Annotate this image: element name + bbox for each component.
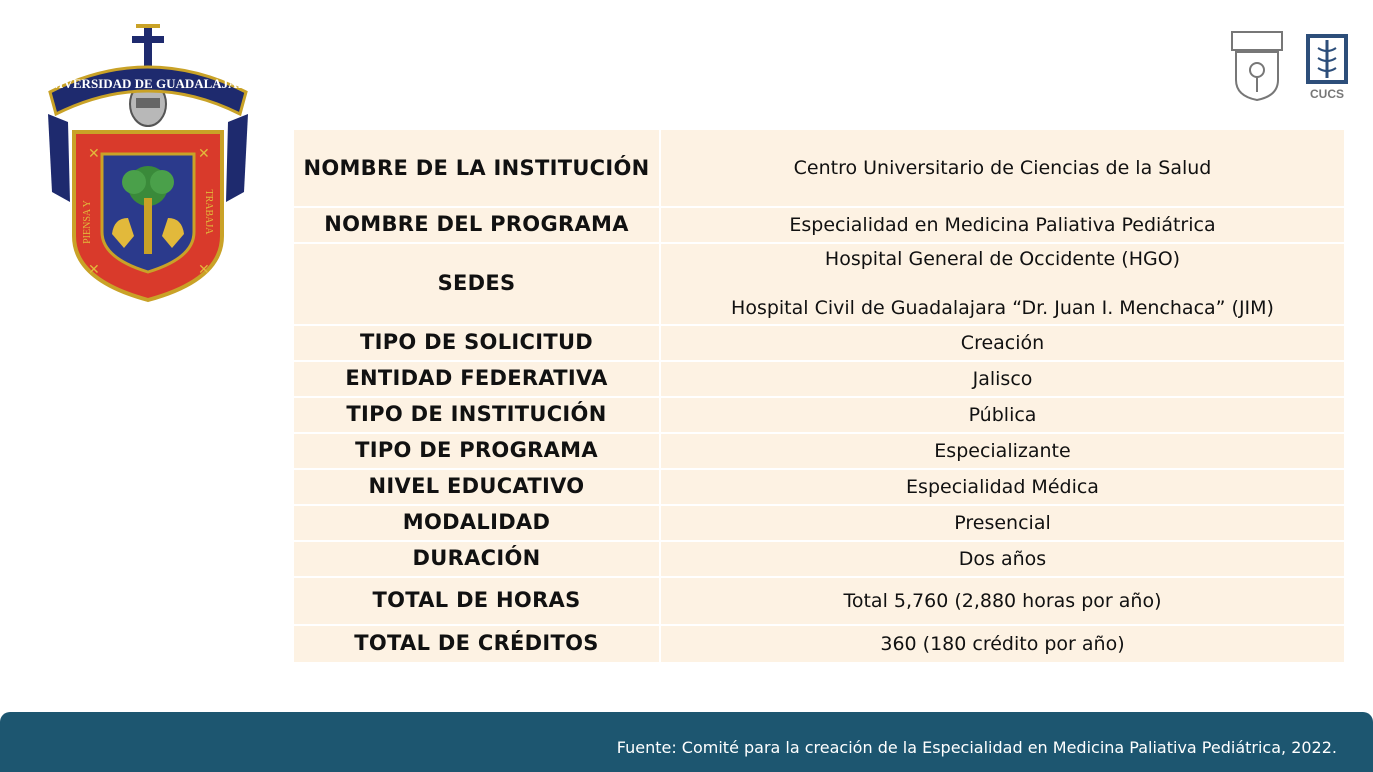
row-label-tipo-programa: TIPO DE PROGRAMA — [294, 433, 660, 469]
row-label-sedes: SEDES — [294, 243, 660, 325]
cross-icon — [132, 24, 164, 66]
row-label-solicitud: TIPO DE SOLICITUD — [294, 325, 660, 361]
cucs-label: CUCS — [1309, 87, 1345, 101]
sede-item: Hospital General de Occidente (HGO) — [824, 248, 1181, 271]
row-label-nivel: NIVEL EDUCATIVO — [294, 469, 660, 505]
table-row — [294, 325, 1344, 361]
corner-logos — [1228, 26, 1354, 102]
row-label-institucion: NOMBRE DE LA INSTITUCIÓN — [294, 130, 660, 207]
row-label-entidad: ENTIDAD FEDERATIVA — [294, 361, 660, 397]
row-label-modalidad: MODALIDAD — [294, 505, 660, 541]
row-value-horas: Total 5,760 (2,880 horas por año) — [660, 577, 1344, 625]
table-row — [294, 433, 1344, 469]
row-value-solicitud: Creación — [660, 325, 1344, 361]
row-label-programa: NOMBRE DEL PROGRAMA — [294, 207, 660, 243]
left-motto: PIENSA Y — [82, 200, 93, 244]
right-motto: TRABAJA — [203, 189, 214, 235]
row-value-modalidad: Presencial — [660, 505, 1344, 541]
table-row — [294, 541, 1344, 577]
table-row — [294, 207, 1344, 243]
source-footer-bar — [0, 712, 1373, 772]
row-label-horas: TOTAL DE HORAS — [294, 577, 660, 625]
table-row — [294, 469, 1344, 505]
program-info-table — [294, 130, 1344, 664]
table-row — [294, 243, 1344, 325]
row-value-nivel: Especialidad Médica — [660, 469, 1344, 505]
table-row — [294, 577, 1344, 625]
row-value-entidad: Jalisco — [660, 361, 1344, 397]
university-crest-logo — [40, 22, 256, 306]
row-value-sedes — [660, 243, 1344, 325]
row-value-tipo-programa: Especializante — [660, 433, 1344, 469]
table-row — [294, 625, 1344, 663]
table-row — [294, 130, 1344, 207]
row-label-creditos: TOTAL DE CRÉDITOS — [294, 625, 660, 663]
svg-text:✕: ✕ — [198, 262, 210, 278]
source-note: Fuente: Comité para la creación de la Especialidad en Medicina Paliativa Pediátrica, 2022. — [616, 738, 1337, 757]
table-row — [294, 361, 1344, 397]
svg-text:✕: ✕ — [88, 262, 100, 278]
row-value-tipo-institucion: Pública — [660, 397, 1344, 433]
row-label-tipo-institucion: TIPO DE INSTITUCIÓN — [294, 397, 660, 433]
small-university-seal-icon — [1232, 32, 1282, 100]
row-value-institucion: Centro Universitario de Ciencias de la Salud — [660, 130, 1344, 207]
table-row — [294, 505, 1344, 541]
sede-item: Hospital Civil de Guadalajara “Dr. Juan I. Menchaca” (JIM) — [731, 297, 1274, 319]
row-label-duracion: DURACIÓN — [294, 541, 660, 577]
row-value-duracion: Dos años — [660, 541, 1344, 577]
row-value-programa: Especialidad en Medicina Paliativa Pediátrica — [660, 207, 1344, 243]
university-name-text: UNIVERSIDAD DE GUADALAJARA — [40, 76, 256, 91]
table-row — [294, 397, 1344, 433]
svg-text:✕: ✕ — [198, 146, 210, 162]
row-value-creditos: 360 (180 crédito por año) — [660, 625, 1344, 663]
cucs-logo-icon — [1306, 34, 1348, 101]
svg-text:✕: ✕ — [88, 146, 100, 162]
